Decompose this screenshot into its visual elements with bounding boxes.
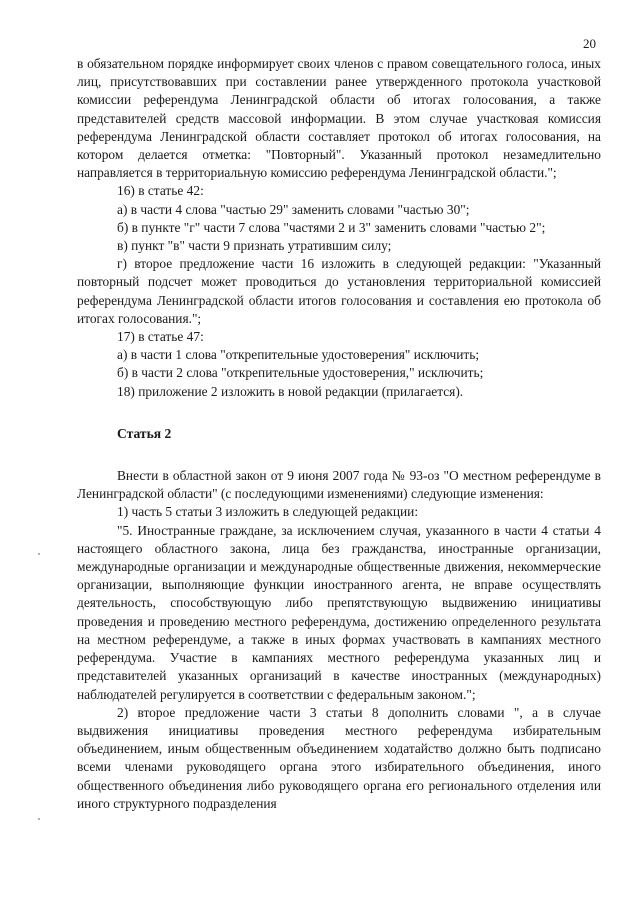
scan-speck [38, 818, 40, 820]
list-item-16a: а) в части 4 слова "частью 29" заменить словами "частью 30"; [117, 201, 470, 217]
page-number: 20 [583, 36, 596, 51]
list-item-18: 18) приложение 2 изложить в новой редакции (прилагается). [117, 383, 464, 399]
list-item-16v: в) пункт "в" части 9 признать утратившим силу; [117, 238, 392, 254]
scan-speck [38, 553, 40, 555]
list-item-2: 2) второе предложение части 3 статьи 8 дополнить словами ", а в случае выдвижения инициативы проведения местного референдума избирательным объединением, иным общественным объединением ходатайство должно быть подписано всеми членами руководящего органа этого избирательного объединения, иного общественного объединения либо руководящего органа его регионального отделения или иного структурного подразделения [77, 704, 601, 811]
list-item-17: 17) в статье 47: [117, 329, 204, 345]
document-body [77, 55, 601, 813]
paragraph-intro: Внести в областной закон от 9 июня 2007 года № 93-оз "О местном референдуме в Ленинградской области" (с последующими изменениями) следующие изменения: [77, 468, 601, 502]
list-item-1: 1) часть 5 статьи 3 изложить в следующей редакции: [117, 504, 419, 520]
list-item-16b: б) в пункте "г" части 7 слова "частями 2 и 3" заменить словами "частью 2"; [117, 219, 546, 235]
list-item-17b: б) в части 2 слова "открепительные удостоверения," исключить; [117, 365, 484, 381]
list-item-17a: а) в части 1 слова "открепительные удостоверения" исключить; [117, 347, 480, 363]
quoted-part-5: "5. Иностранные граждане, за исключением случая, указанного в части 4 статьи 4 настоящего областного закона, лица без гражданства, иностранные организации, международные организации и международные общественные движения, некоммерческие организации, выполняющие функции иностранного агента, не вправе осуществлять деятельность, способствующую либо препятствующую выдвижению инициативы проведения и проведению местного референдума, достижению определенного результата на местном референдуме, а также в иных формах участвовать в кампаниях местного референдума. Участие в кампаниях местного референдума указанных лиц и представителей указанных организаций в качестве иностранных (международных) наблюдателей регулируется в соответствии с федеральным законом."; [77, 522, 601, 702]
article-heading: Статья 2 [117, 425, 172, 441]
paragraph-continuation: в обязательном порядке информирует своих членов с правом совещательного голоса, иных лиц, присутствовавших при составлении ранее утвержденного протокола участковой комиссии референдума Ленинградской области об итогах голосования, а также представителей средств массовой информации. В этом случае участковая комиссия референдума Ленинградской области составляет протокол об итогах голосования, на котором делается отметка: "Повторный". Указанный протокол незамедлительно направляется в территориальную комиссию референдума Ленинградской области."; [77, 56, 601, 181]
list-item-16g: г) второе предложение части 16 изложить в следующей редакции: "Указанный повторный подсчет может проводиться до установления территориальной комиссией референдума Ленинградской области итогов голосования и составления ею протокола об итогах голосования."; [77, 256, 601, 326]
list-item-16: 16) в статье 42: [117, 183, 204, 199]
